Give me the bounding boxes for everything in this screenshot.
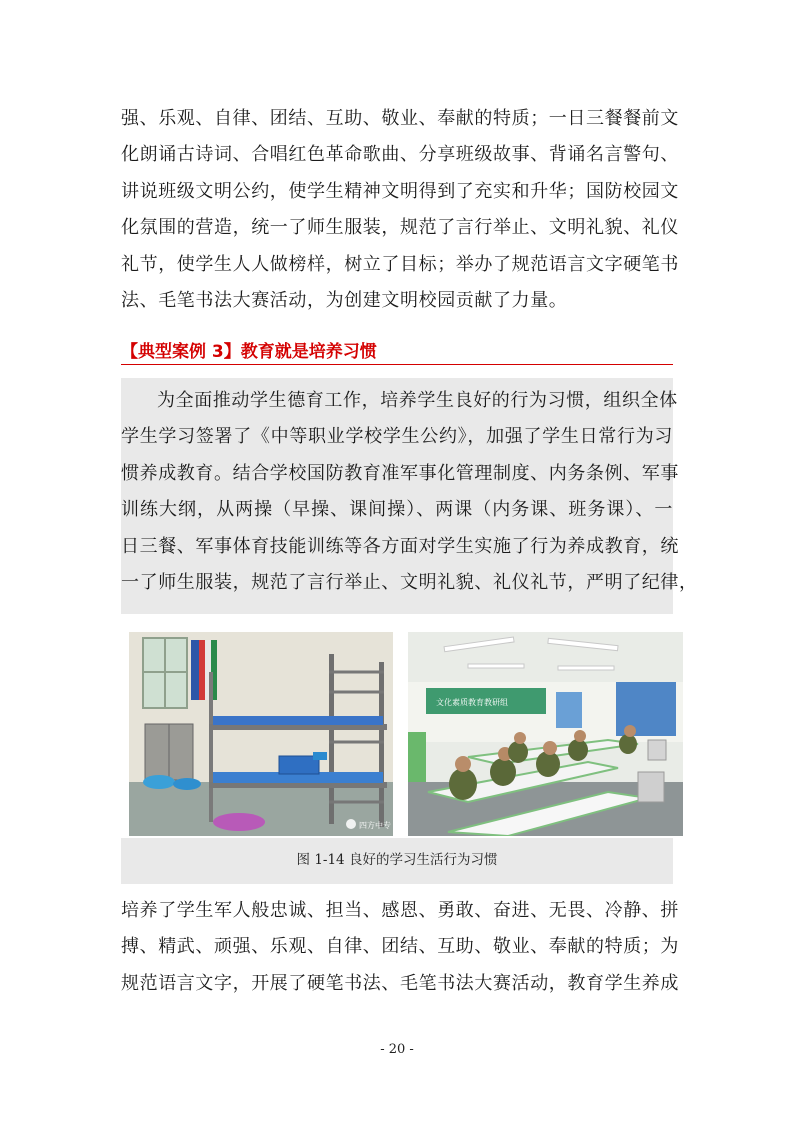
dormitory-illustration bbox=[129, 632, 393, 836]
paragraph-2 bbox=[121, 383, 698, 601]
text-line: 惯养成教育。结合学校国防教育准军事化管理制度、内务条例、军事 bbox=[121, 462, 679, 484]
text-line: 搏、精武、顽强、乐观、自律、团结、互助、敬业、奉献的特质；为 bbox=[121, 936, 679, 958]
text-line: 讲说班级文明公约，使学生精神文明得到了充实和升华；国防校园文 bbox=[121, 180, 679, 202]
paragraph-3 bbox=[121, 893, 679, 1002]
classroom-photo bbox=[408, 632, 683, 836]
text-line: 学生学习签署了《中等职业学校学生公约》，加强了学生日常行为习 bbox=[121, 426, 673, 448]
text-line: 培养了学生军人般忠诚、担当、感恩、勇敢、奋进、无畏、冷静、拼 bbox=[121, 900, 679, 921]
text-line: 化朗诵古诗词、合唱红色革命歌曲、分享班级故事、背诵名言警句、 bbox=[121, 144, 679, 166]
text-line: 一了师生服装，规范了言行举止、文明礼貌、礼仪礼节，严明了纪律， bbox=[121, 572, 698, 594]
text-line: 强、乐观、自律、团结、互助、敬业、奉献的特质；一日三餐餐前文 bbox=[121, 108, 679, 129]
text-line: 礼节，使学生人人做榜样，树立了目标；举办了规范语言文字硬笔书 bbox=[121, 253, 679, 275]
dormitory-photo bbox=[129, 632, 393, 836]
page-number: - 20 - bbox=[380, 1042, 414, 1057]
classroom-illustration bbox=[408, 632, 683, 836]
text-line: 日三餐、军事体育技能训练等各方面对学生实施了行为养成教育，统 bbox=[121, 535, 679, 557]
text-line: 规范语言文字，开展了硬笔书法、毛笔书法大赛活动，教育学生养成 bbox=[121, 972, 679, 994]
text-line: 法、毛笔书法大赛活动，为创建文明校园贡献了力量。 bbox=[121, 290, 568, 312]
text-line: 为全面推动学生德育工作，培养学生良好的行为习惯，组织全体 bbox=[157, 390, 678, 411]
paragraph-1 bbox=[121, 101, 679, 319]
section-heading: 【典型案例 3】教育就是培养习惯 bbox=[121, 340, 673, 365]
text-line: 训练大纲，从两操（早操、课间操）、两课（内务课、班务课）、一 bbox=[121, 499, 673, 521]
text-line: 化氛围的营造，统一了师生服装，规范了言行举止、文明礼貌、礼仪 bbox=[121, 217, 679, 239]
photo-watermark: 四方中专 bbox=[359, 821, 391, 830]
classroom-sign: 文化素质教育教研组 bbox=[436, 698, 508, 707]
figure-caption: 图 1-14 良好的学习生活行为习惯 bbox=[296, 852, 498, 868]
